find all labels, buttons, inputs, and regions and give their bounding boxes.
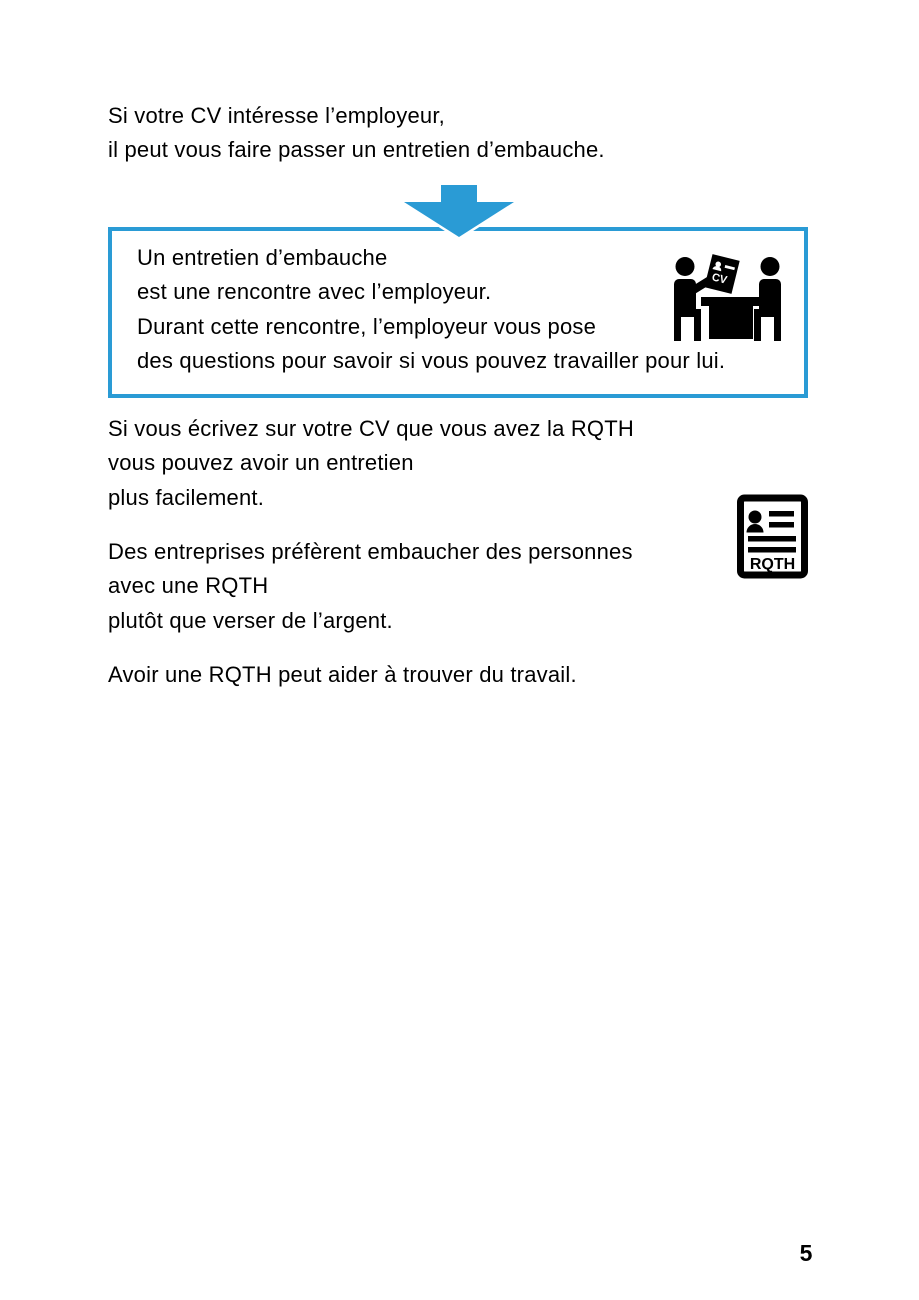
text-line: Si vous écrivez sur votre CV que vous avez la RQTH	[108, 416, 634, 441]
paragraph-cv-rqth	[108, 412, 634, 515]
text-line: est une rencontre avec l’employeur.	[137, 279, 492, 305]
text-line: avec une RQTH	[108, 573, 269, 599]
text-line: Durant cette rencontre, l’employeur vous pose	[137, 313, 597, 339]
cv-sheet-icon	[704, 254, 739, 294]
down-arrow-icon	[404, 185, 514, 237]
text-line: plus facilement.	[108, 484, 265, 510]
text-line: il peut vous faire passer un entretien d’embauche.	[108, 137, 605, 163]
text-line: des questions pour savoir si vous pouvez travailler pour lui.	[137, 348, 726, 374]
text-line: Un entretien d’embauche	[137, 245, 388, 270]
text-line: plutôt que verser de l’argent.	[108, 607, 393, 633]
interview-icon	[666, 253, 792, 345]
text-line: Avoir une RQTH peut aider à trouver du travail.	[108, 662, 577, 687]
intro-paragraph	[108, 99, 605, 168]
cv-label: CV	[710, 271, 729, 287]
text-line: Si votre CV intéresse l’employeur,	[108, 103, 445, 128]
paragraph-entreprises	[108, 535, 633, 638]
page-number: 5	[799, 1240, 813, 1266]
callout-box	[108, 227, 808, 398]
text-line: Des entreprises préfèrent embaucher des personnes	[108, 539, 633, 564]
rqth-label: RQTH	[749, 556, 796, 573]
rqth-card-icon	[736, 494, 809, 579]
paragraph-conclusion	[108, 658, 577, 692]
text-line: vous pouvez avoir un entretien	[108, 450, 414, 476]
